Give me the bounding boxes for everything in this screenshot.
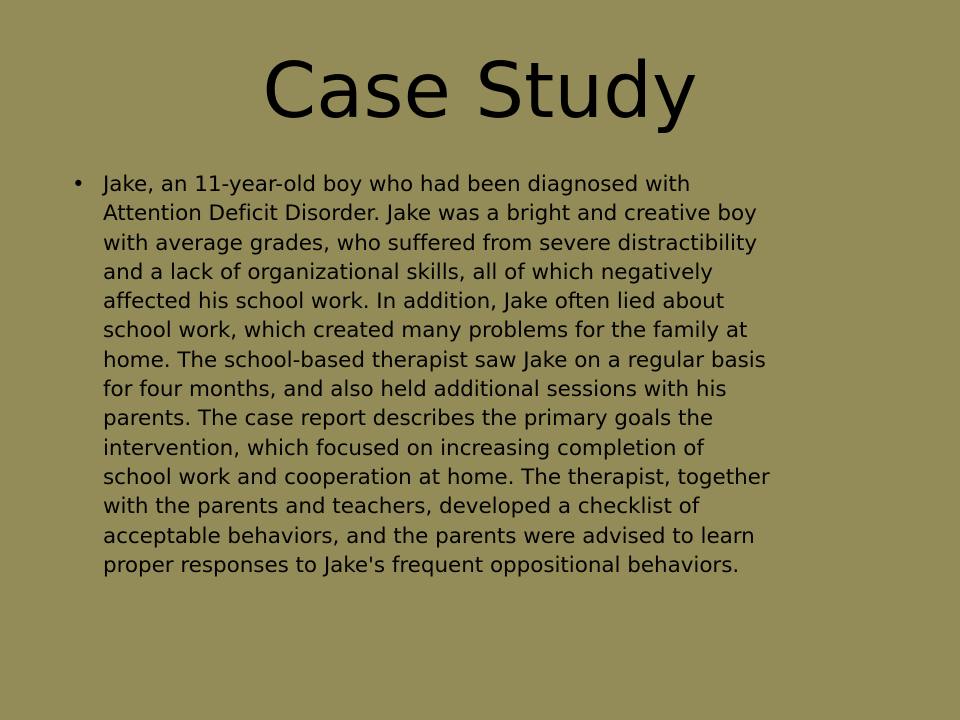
bullet-line: school work, which created many problems for the family at <box>103 318 748 344</box>
bullet-line: parents. The case report describes the primary goals the <box>103 406 714 432</box>
bullet-line: and a lack of organizational skills, all of which negatively <box>103 259 713 285</box>
bullet-list <box>72 170 932 580</box>
bullet-line: with average grades, who suffered from severe distractibility <box>103 230 758 256</box>
bullet-line: for four months, and also held additional sessions with his <box>103 377 727 403</box>
bullet-line: affected his school work. In addition, Jake often lied about <box>103 289 725 315</box>
bullet-line: with the parents and teachers, developed a checklist of <box>103 494 700 520</box>
bullet-item <box>72 170 932 580</box>
bullet-line: acceptable behaviors, and the parents were advised to learn <box>103 523 755 549</box>
bullet-line: Jake, an 11-year-old boy who had been diagnosed with <box>103 172 691 197</box>
bullet-text <box>103 170 932 580</box>
bullet-icon: • <box>72 172 85 197</box>
bullet-line: Attention Deficit Disorder. Jake was a bright and creative boy <box>103 201 757 227</box>
slide-title: Case Study <box>262 47 698 136</box>
bullet-line: home. The school-based therapist saw Jake on a regular basis <box>103 347 766 373</box>
bullet-line: school work and cooperation at home. The therapist, together <box>103 464 770 490</box>
bullet-line: proper responses to Jake's frequent oppositional behaviors. <box>103 552 740 578</box>
bullet-line: intervention, which focused on increasing completion of <box>103 435 704 461</box>
